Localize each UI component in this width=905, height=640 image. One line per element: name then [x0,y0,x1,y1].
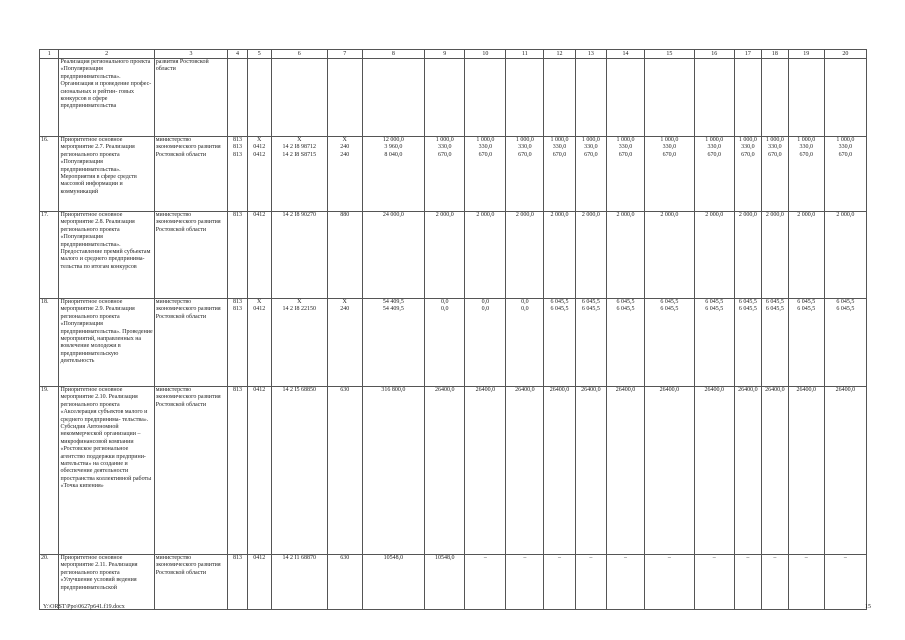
cell-value: 1 000,0 [515,137,534,143]
cell-value: 2 000,0 [550,212,569,218]
value-cell [575,59,606,137]
value-cell [465,59,506,137]
cell-value: – [589,555,593,561]
cell-value: 2 000,0 [836,212,855,218]
cell-value: 26400,0 [515,387,535,393]
executor: министерство экономического развития Ростовской области [154,555,228,610]
cell-value: 630 [340,387,350,393]
value-cell [734,212,761,299]
cell-value: 330,0 [518,144,532,151]
value-cell [734,299,761,387]
cell-value: 0412 [253,306,266,313]
value-cell [788,59,824,137]
cell-value: 6 045,5 [660,299,679,305]
cell-value: 3 960,0 [384,144,403,151]
value-cell [694,555,734,610]
value-cell [575,387,606,555]
cell-value: 14 2 I8 22150 [282,306,316,313]
cell-value: 6 045,5 [836,299,855,305]
cell-value: 14 2 I5 68850 [282,387,316,393]
value-cell [761,212,788,299]
cell-value: 880 [340,212,350,218]
cell-value: 2 000,0 [705,212,724,218]
cell-value: 2 000,0 [616,212,635,218]
activity-name: Приоритетное основное мероприятие 2.9. Реализация регионального проекта «Популяризация предпринимательства». Проведение мероприятий, направленных на вовлечение молодежи в предпринимательскую деятельность [59,299,154,387]
value-cell [644,212,694,299]
cell-value: 6 045,5 [765,299,784,305]
cell-value: 670,0 [741,151,755,158]
executor: министерство экономического развития Ростовской области [154,299,228,387]
cell-value: 1 000,0 [797,137,816,143]
value-cell [506,387,544,555]
value-cell [228,212,247,299]
column-header: 19 [788,50,824,59]
cell-value: 0,0 [441,299,449,305]
column-header: 17 [734,50,761,59]
row-number: 16. [40,137,59,212]
value-cell [465,299,506,387]
value-cell [425,387,465,555]
value-cell [607,212,645,299]
cell-value: 26400,0 [615,387,636,393]
value-cell [644,387,694,555]
column-header: 18 [761,50,788,59]
cell-value: 1 000,0 [765,137,784,143]
cell-value: 6 045,5 [765,306,784,313]
cell-value: 26400,0 [435,387,455,393]
row-number: 17. [40,212,59,299]
header-row [40,50,867,59]
cell-value: 813 [233,387,243,393]
column-header: 12 [544,50,575,59]
cell-value: 6 045,5 [797,306,816,313]
activity-name: Приоритетное основное мероприятие 2.7. Реализация регионального проекта «Популяризация предпринимательства». Мероприятия в сфере средств массовой информации и коммуникаций [59,137,154,212]
cell-value: 330,0 [584,144,598,151]
value-cell [544,59,575,137]
row-number: 18. [40,299,59,387]
cell-value: 813 [233,555,243,561]
value-cell [607,137,645,212]
value-cell [228,59,247,137]
cell-value: 1 000,0 [660,137,679,143]
cell-value: 6 045,5 [550,306,569,313]
executor: министерство экономического развития Ростовской области [154,387,228,555]
cell-value: 670,0 [838,151,853,158]
value-cell [228,299,247,387]
cell-value: 240 [340,151,350,158]
value-cell [271,212,327,299]
cell-value: 0412 [253,144,266,151]
value-cell [607,299,645,387]
column-header: 8 [362,50,425,59]
executor: министерство экономического развития Ростовской области [154,212,228,299]
cell-value: 670,0 [478,151,493,158]
cell-value: 2 000,0 [738,212,757,218]
value-cell [824,555,866,610]
value-cell [734,387,761,555]
cell-value: 1 000,0 [435,137,454,143]
cell-value: 10548,0 [383,555,404,561]
cell-value: 2 000,0 [515,212,534,218]
value-cell [271,387,327,555]
cell-value: – [773,555,777,561]
value-cell [788,299,824,387]
row-number: 20. [40,555,59,610]
cell-value: 813 [233,151,243,158]
value-cell [788,212,824,299]
value-cell [788,387,824,555]
cell-value: 670,0 [799,151,814,158]
cell-value: 0412 [253,387,266,393]
cell-value: 0,0 [441,306,449,313]
cell-value: 330,0 [799,144,814,151]
value-cell [824,137,866,212]
activity-name: Приоритетное основное мероприятие 2.11. Реализация регионального проекта «Улучшение условий ведения предпринимательской [59,555,154,610]
cell-value: 670,0 [618,151,633,158]
cell-value: 330,0 [768,144,782,151]
cell-value: 1 000,0 [616,137,635,143]
value-cell [327,555,362,610]
cell-value: 6 045,5 [705,306,724,313]
value-cell [694,212,734,299]
value-cell [362,59,425,137]
value-cell [327,299,362,387]
cell-value: 26400,0 [835,387,856,393]
value-cell [544,555,575,610]
value-cell [362,555,425,610]
cell-value: 2 000,0 [660,212,679,218]
table-row [40,555,867,610]
cell-value: 813 [233,137,243,143]
value-cell [761,299,788,387]
cell-value: 6 045,5 [836,306,855,313]
value-cell [271,137,327,212]
column-header: 2 [59,50,154,59]
cell-value: 0,0 [521,306,529,313]
value-cell [271,59,327,137]
budget-table [39,49,867,610]
cell-value: 330,0 [478,144,493,151]
value-cell [362,387,425,555]
value-cell [247,212,271,299]
value-cell [425,212,465,299]
cell-value: 6 045,5 [616,299,635,305]
column-header: 9 [425,50,465,59]
cell-value: – [523,555,527,561]
value-cell [506,59,544,137]
cell-value: 813 [233,212,243,218]
cell-value: – [746,555,750,561]
column-header: 11 [506,50,544,59]
value-cell [694,387,734,555]
cell-value: 330,0 [662,144,677,151]
cell-value: 26400,0 [765,387,785,393]
cell-value: 24 000,0 [382,212,404,218]
column-header: 14 [607,50,645,59]
value-cell [327,59,362,137]
page-number: 15 [865,604,871,610]
value-cell [362,299,425,387]
cell-value: 8 040,0 [384,151,403,158]
activity-name: Приоритетное основное мероприятие 2.8. Реализация регионального проекта «Популяризация предпринимательства». Предоставление премий субъектам малого и среднего предпринима- тельства по итогам конкурсов [59,212,154,299]
value-cell [271,299,327,387]
cell-value: 813 [233,306,243,313]
cell-value: 670,0 [584,151,598,158]
value-cell [607,555,645,610]
value-cell [734,59,761,137]
value-cell [506,299,544,387]
cell-value: 0,0 [521,299,529,305]
cell-value: 630 [340,555,350,561]
value-cell [761,137,788,212]
value-cell [694,59,734,137]
value-cell [247,299,271,387]
table-row [40,212,867,299]
value-cell [247,387,271,555]
column-header: 13 [575,50,606,59]
cell-value: 330,0 [438,144,452,151]
value-cell [425,555,465,610]
cell-value: 1 000,0 [705,137,724,143]
cell-value: 670,0 [768,151,782,158]
cell-value: 2 000,0 [765,212,784,218]
value-cell [544,387,575,555]
cell-value: 12 000,0 [382,137,404,143]
cell-value: 2 000,0 [581,212,600,218]
cell-value: 6 045,5 [581,299,600,305]
value-cell [761,59,788,137]
value-cell [575,299,606,387]
cell-value: 2 000,0 [476,212,495,218]
value-cell [575,212,606,299]
cell-value: 330,0 [741,144,755,151]
value-cell [465,387,506,555]
value-cell [544,137,575,212]
cell-value: 240 [340,144,350,151]
cell-value: 240 [340,306,350,313]
column-header: 3 [154,50,228,59]
cell-value: 813 [233,299,243,305]
cell-value: X [342,299,347,305]
cell-value: 330,0 [618,144,633,151]
cell-value: 6 045,5 [797,299,816,305]
table-row [40,137,867,212]
cell-value: 1 000,0 [836,137,855,143]
cell-value: 6 045,5 [660,306,679,313]
cell-value: 1 000,0 [550,137,569,143]
value-cell [425,299,465,387]
cell-value: 0412 [253,151,266,158]
value-cell [788,555,824,610]
column-header: 6 [271,50,327,59]
cell-value: 26400,0 [738,387,758,393]
cell-value: 6 045,5 [738,306,757,313]
value-cell [824,59,866,137]
cell-value: 26400,0 [549,387,570,393]
table-row [40,387,867,555]
cell-value: 330,0 [552,144,567,151]
executor: развития Ростовской области [154,59,228,137]
value-cell [425,137,465,212]
value-cell [734,137,761,212]
column-header: 4 [228,50,247,59]
value-cell [644,299,694,387]
column-header: 15 [644,50,694,59]
value-cell [694,299,734,387]
value-cell [228,555,247,610]
value-cell [824,212,866,299]
cell-value: 10548,0 [435,555,455,561]
value-cell [607,59,645,137]
cell-value: – [804,555,808,561]
activity-name: Реализация регионального проекта «Популяризация предпринимательства». Организация и проведение профес- сиональных и рейтин- говых конкурсов в сфере предпринимательства [59,59,154,137]
table-row [40,59,867,137]
value-cell [607,387,645,555]
column-header: 20 [824,50,866,59]
cell-value: 26400,0 [704,387,725,393]
cell-value: X [297,137,302,143]
cell-value: 6 045,5 [705,299,724,305]
value-cell [247,137,271,212]
cell-value: – [667,555,671,561]
cell-value: 330,0 [838,144,853,151]
cell-value: 813 [233,144,243,151]
document-path: Y:\ORST\Ppo\0627p641.f19.docx [43,604,125,610]
value-cell [465,212,506,299]
cell-value: 0412 [253,555,266,561]
value-cell [228,137,247,212]
cell-value: 670,0 [438,151,452,158]
value-cell [425,59,465,137]
cell-value: 26400,0 [659,387,680,393]
value-cell [247,59,271,137]
cell-value: 14 2 I8 98712 [282,144,316,151]
cell-value: X [342,137,347,143]
cell-value: 14 2 I8 S8715 [282,151,317,158]
cell-value: – [712,555,716,561]
value-cell [327,137,362,212]
cell-value: 6 045,5 [738,299,757,305]
value-cell [506,555,544,610]
value-cell [575,555,606,610]
value-cell [506,137,544,212]
value-cell [465,555,506,610]
column-header: 16 [694,50,734,59]
value-cell [362,137,425,212]
cell-value: 26400,0 [796,387,817,393]
value-cell [228,387,247,555]
cell-value: 670,0 [662,151,677,158]
cell-value: – [558,555,562,561]
value-cell [575,137,606,212]
row-number: 19. [40,387,59,555]
column-header: 1 [40,50,59,59]
cell-value: 1 000,0 [738,137,757,143]
value-cell [506,212,544,299]
value-cell [644,555,694,610]
value-cell [761,555,788,610]
cell-value: 2 000,0 [435,212,454,218]
cell-value: 0,0 [481,306,490,313]
cell-value: 54 409,5 [382,299,404,305]
cell-value: 670,0 [707,151,722,158]
executor: министерство экономического развития Ростовской области [154,137,228,212]
cell-value: 1 000,0 [581,137,600,143]
cell-value: 0412 [253,212,266,218]
cell-value: X [297,299,302,305]
cell-value: 670,0 [518,151,532,158]
value-cell [824,299,866,387]
cell-value: – [843,555,847,561]
value-cell [465,137,506,212]
value-cell [824,387,866,555]
value-cell [644,137,694,212]
cell-value: X [257,299,262,305]
cell-value: 26400,0 [581,387,601,393]
column-header: 10 [465,50,506,59]
activity-name: Приоритетное основное мероприятие 2.10. Реализация регионального проекта «Акселерация субъектов малого и среднего предпринима- тельства». Субсидия Автономной некоммерческой организации – микрофинансовой компании «Ростовское региональное агентство поддержки предприни- мательства» на создание и обеспечение деятельности пространства коллективной работы «Точка кипения» [59,387,154,555]
cell-value: 330,0 [707,144,722,151]
cell-value: 54 409,5 [382,306,404,313]
cell-value: 0,0 [481,299,490,305]
value-cell [271,555,327,610]
column-header: 7 [327,50,362,59]
cell-value: 6 045,5 [550,299,569,305]
cell-value: 6 045,5 [581,306,600,313]
cell-value: – [624,555,628,561]
value-cell [761,387,788,555]
table-row [40,299,867,387]
value-cell [327,387,362,555]
cell-value: 26400,0 [475,387,496,393]
value-cell [694,137,734,212]
value-cell [544,299,575,387]
column-header: 5 [247,50,271,59]
row-number [40,59,59,137]
value-cell [362,212,425,299]
value-cell [788,137,824,212]
cell-value: 14 2 I1 68870 [282,555,316,561]
value-cell [644,59,694,137]
cell-value: – [483,555,487,561]
value-cell [544,212,575,299]
cell-value: X [257,137,262,143]
value-cell [734,555,761,610]
cell-value: 316 800,0 [381,387,406,393]
cell-value: 1 000,0 [476,137,495,143]
cell-value: 2 000,0 [797,212,816,218]
value-cell [327,212,362,299]
value-cell [247,555,271,610]
cell-value: 14 2 I8 90270 [282,212,316,218]
cell-value: 670,0 [552,151,567,158]
cell-value: 6 045,5 [616,306,635,313]
